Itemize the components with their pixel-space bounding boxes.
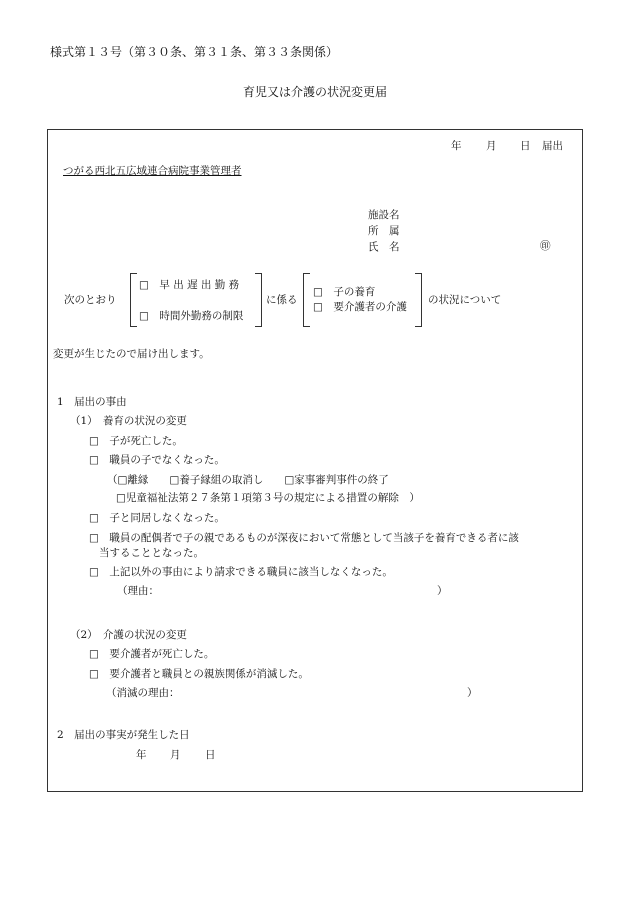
- section1-heading: 1 届出の事由: [57, 396, 127, 408]
- seal-mark: ㊞: [540, 240, 551, 252]
- addressee: つがる西北五広域連合病院事業管理者: [63, 165, 242, 177]
- reason-welfare-measure[interactable]: □児童福祉法第２７条第１項第３号の規定による措置の解除 ）: [116, 492, 420, 504]
- statement-closing: 変更が生じたので届け出します。: [53, 348, 210, 360]
- name-label: 氏 名: [368, 241, 400, 253]
- occurrence-day-label: 日: [205, 749, 216, 761]
- reason-not-child[interactable]: □ 職員の子でなくなった。: [89, 454, 225, 466]
- reason-relation-ended[interactable]: □ 要介護者と職員との親族関係が消滅した。: [89, 668, 309, 680]
- care-option-nursing[interactable]: □ 要介護者の介護: [313, 301, 407, 313]
- statement-connector: に係る: [266, 294, 298, 306]
- submission-label: 届出: [542, 140, 563, 152]
- reason-field-close: ）: [437, 585, 448, 597]
- reason-not-child-detail[interactable]: （□離縁 □養子縁組の取消し □家事審判事件の終了: [107, 474, 389, 486]
- work-bracket-left: [130, 273, 137, 327]
- reason-not-cohabiting[interactable]: □ 子と同居しなくなった。: [89, 512, 225, 524]
- care-bracket-right: [415, 273, 422, 327]
- statement-prefix: 次のとおり: [64, 294, 117, 306]
- relation-reason-close: ）: [467, 687, 478, 699]
- section2-heading: 2 届出の事実が発生した日: [57, 729, 190, 741]
- care-option-child[interactable]: □ 子の養育: [313, 286, 376, 298]
- statement-suffix: の状況について: [428, 294, 502, 306]
- occurrence-year-label: 年: [136, 749, 147, 761]
- occurrence-month-label: 月: [170, 749, 181, 761]
- reason-child-died[interactable]: □ 子が死亡した。: [89, 435, 183, 447]
- reason-care-recipient-died[interactable]: □ 要介護者が死亡した。: [89, 648, 215, 660]
- sub2-heading: （2） 介護の状況の変更: [70, 629, 187, 641]
- reason-spouse-can-care[interactable]: □ 職員の配偶者で子の親であるものが深夜において常態として当該子を養育できる者に該: [89, 532, 519, 544]
- document-title: 育児又は介護の状況変更届: [242, 85, 387, 99]
- work-bracket-right: [255, 273, 262, 327]
- form-number: 様式第１３号（第３０条、第３１条、第３３条関係）: [50, 45, 339, 59]
- facility-label: 施設名: [368, 209, 400, 221]
- reason-other[interactable]: □ 上記以外の事由により請求できる職員に該当しなくなった。: [89, 566, 393, 578]
- affiliation-label: 所 属: [368, 225, 400, 237]
- work-option-overtime-limit[interactable]: □ 時間外勤務の制限: [139, 310, 244, 322]
- reason-spouse-can-care-cont: 当することとなった。: [99, 547, 204, 559]
- date-year-label: 年: [451, 140, 462, 152]
- date-day-label: 日: [520, 140, 531, 152]
- sub1-heading: （1） 養育の状況の変更: [70, 415, 187, 427]
- reason-field-label: （理由：: [117, 585, 159, 597]
- care-bracket-left: [303, 273, 310, 327]
- date-month-label: 月: [486, 140, 497, 152]
- relation-reason-label: （消滅の理由：: [106, 687, 180, 699]
- work-option-early-late[interactable]: □ 早 出 遅 出 勤 務: [139, 279, 240, 291]
